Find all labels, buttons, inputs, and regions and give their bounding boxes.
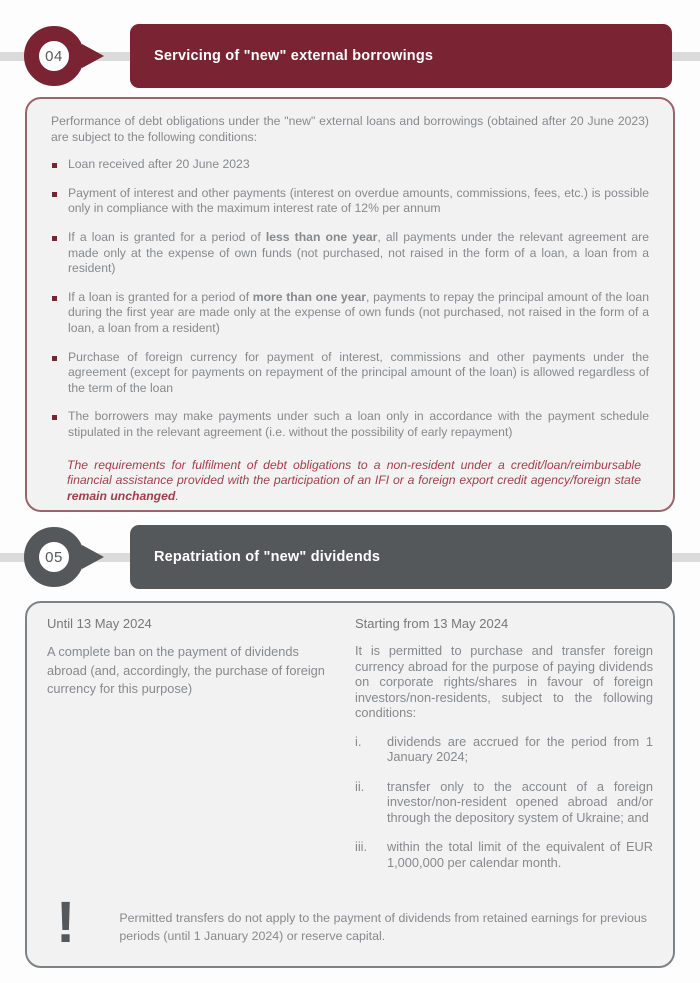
bullet-item	[51, 409, 649, 440]
bullet-square-icon	[52, 236, 57, 241]
until-column-heading: Until 13 May 2024	[47, 616, 152, 631]
section-04-header	[0, 24, 700, 88]
bullet-item	[51, 230, 649, 277]
bullet-square-icon	[52, 163, 57, 168]
bullet-text-pre: The borrowers may make payments under such a loan only in accordance with the payment schedule stipulated in the relevant agreement (i.e. without the possibility of early repayment)	[68, 409, 649, 439]
bullet-text-pre: Loan received after 20 June 2023	[68, 157, 250, 172]
bullet-item	[51, 290, 649, 337]
bullet-text-bold: less than one year	[265, 229, 378, 244]
section-04-title-banner	[130, 24, 672, 88]
bullet-text	[68, 409, 649, 440]
starting-column	[355, 613, 653, 884]
bullet-item	[51, 350, 649, 397]
unchanged-requirements-note	[67, 458, 641, 505]
starting-column-body: It is permitted to purchase and transfer foreign currency abroad for the purpose of paying dividends on corporate rights/shares in favour of foreign investors/non-residents, subject to the following conditions:	[355, 643, 653, 720]
bullet-text	[68, 290, 649, 337]
condition-item	[355, 839, 653, 870]
bullet-square-icon	[52, 296, 57, 301]
bullet-text-pre: If a loan is granted for a period of	[68, 289, 253, 304]
section-04-intro: Performance of debt obligations under the "new" external loans and borrowings (obtained after 20 June 2023) are subject to the following conditions:	[51, 114, 649, 144]
section-05-number-badge	[24, 527, 84, 587]
roman-numeral: i.	[355, 733, 362, 749]
section-04-content-box	[25, 97, 675, 512]
note-text-post: .	[175, 488, 179, 503]
condition-item	[355, 734, 653, 765]
warning-text: Permitted transfers do not apply to the payment of dividends from retained earnings for previous periods (until 1 January 2024) or reserve capital.	[119, 911, 647, 943]
starting-column-heading: Starting from 13 May 2024	[355, 616, 509, 631]
badge-pointer-icon	[82, 44, 104, 68]
condition-text: transfer only to the account of a foreign investor/non-resident opened abroad and/or through the depository system of Ukraine; and	[387, 778, 653, 825]
section-04-title: Servicing of "new" external borrowings	[154, 48, 434, 64]
warning-row	[47, 890, 653, 955]
badge-pointer-icon	[82, 545, 104, 569]
bullet-text-post: , payments to repay the principal amount of the loan during the first year are made only at the expense of own funds (not purchased, not raised in the form of a loan, a loan from a resident)	[68, 289, 649, 335]
conditions-list	[355, 734, 653, 871]
bullet-text-post: , all payments under the relevant agreement are made only at the expense of own funds (not purchased, not raised in the form of a loan, a loan from a resident)	[68, 229, 649, 276]
bullet-square-icon	[52, 192, 57, 197]
bullet-text	[68, 157, 649, 173]
exclamation-icon: !	[56, 890, 76, 955]
roman-numeral: iii.	[355, 839, 368, 854]
bullet-square-icon	[52, 356, 57, 361]
bullet-text-pre: Payment of interest and other payments (interest on overdue amounts, commissions, fees, etc.) is possible only in compliance with the maximum interest rate of 12% per annum	[68, 185, 649, 216]
bullet-text	[68, 350, 649, 397]
section-05-title: Repatriation of "new" dividends	[154, 549, 381, 565]
section-05-content-box	[25, 601, 675, 968]
roman-numeral: ii.	[355, 778, 365, 794]
section-04-number: 04	[45, 47, 63, 65]
note-text-pre: The requirements for fulfilment of debt obligations to a non-resident under a credit/loan/reimbursable financial assistance provided with the participation of an IFI or a foreign export credit agency/foreign state	[67, 457, 641, 488]
until-column	[47, 613, 329, 884]
section-04-bullet-list	[51, 157, 649, 440]
bullet-text-bold: more than one year	[252, 289, 367, 304]
condition-text: dividends are accrued for the period from 1 January 2024;	[387, 733, 653, 764]
bullet-text	[68, 230, 649, 277]
condition-item	[355, 779, 653, 826]
section-05-number: 05	[45, 548, 63, 566]
section-04-number-badge	[24, 26, 84, 86]
dividends-columns	[47, 613, 653, 884]
bullet-item	[51, 186, 649, 217]
bullet-item	[51, 157, 649, 173]
bullet-square-icon	[52, 415, 57, 420]
bullet-text	[68, 186, 649, 217]
bullet-text-pre: Purchase of foreign currency for payment of interest, commissions and other payments under the agreement (except for payments on repayment of the principal amount of the loan) is allowed regardless of the term of the loan	[68, 349, 649, 395]
until-column-body: A complete ban on the payment of dividends abroad (and, accordingly, the purchase of foreign currency for this purpose)	[47, 644, 325, 696]
note-text-bold: remain unchanged	[67, 488, 176, 503]
bullet-text-pre: If a loan is granted for a period of	[68, 229, 266, 244]
condition-text: within the total limit of the equivalent of EUR 1,000,000 per calendar month.	[387, 839, 653, 870]
section-05-header	[0, 525, 700, 589]
section-05-title-banner	[130, 525, 672, 589]
